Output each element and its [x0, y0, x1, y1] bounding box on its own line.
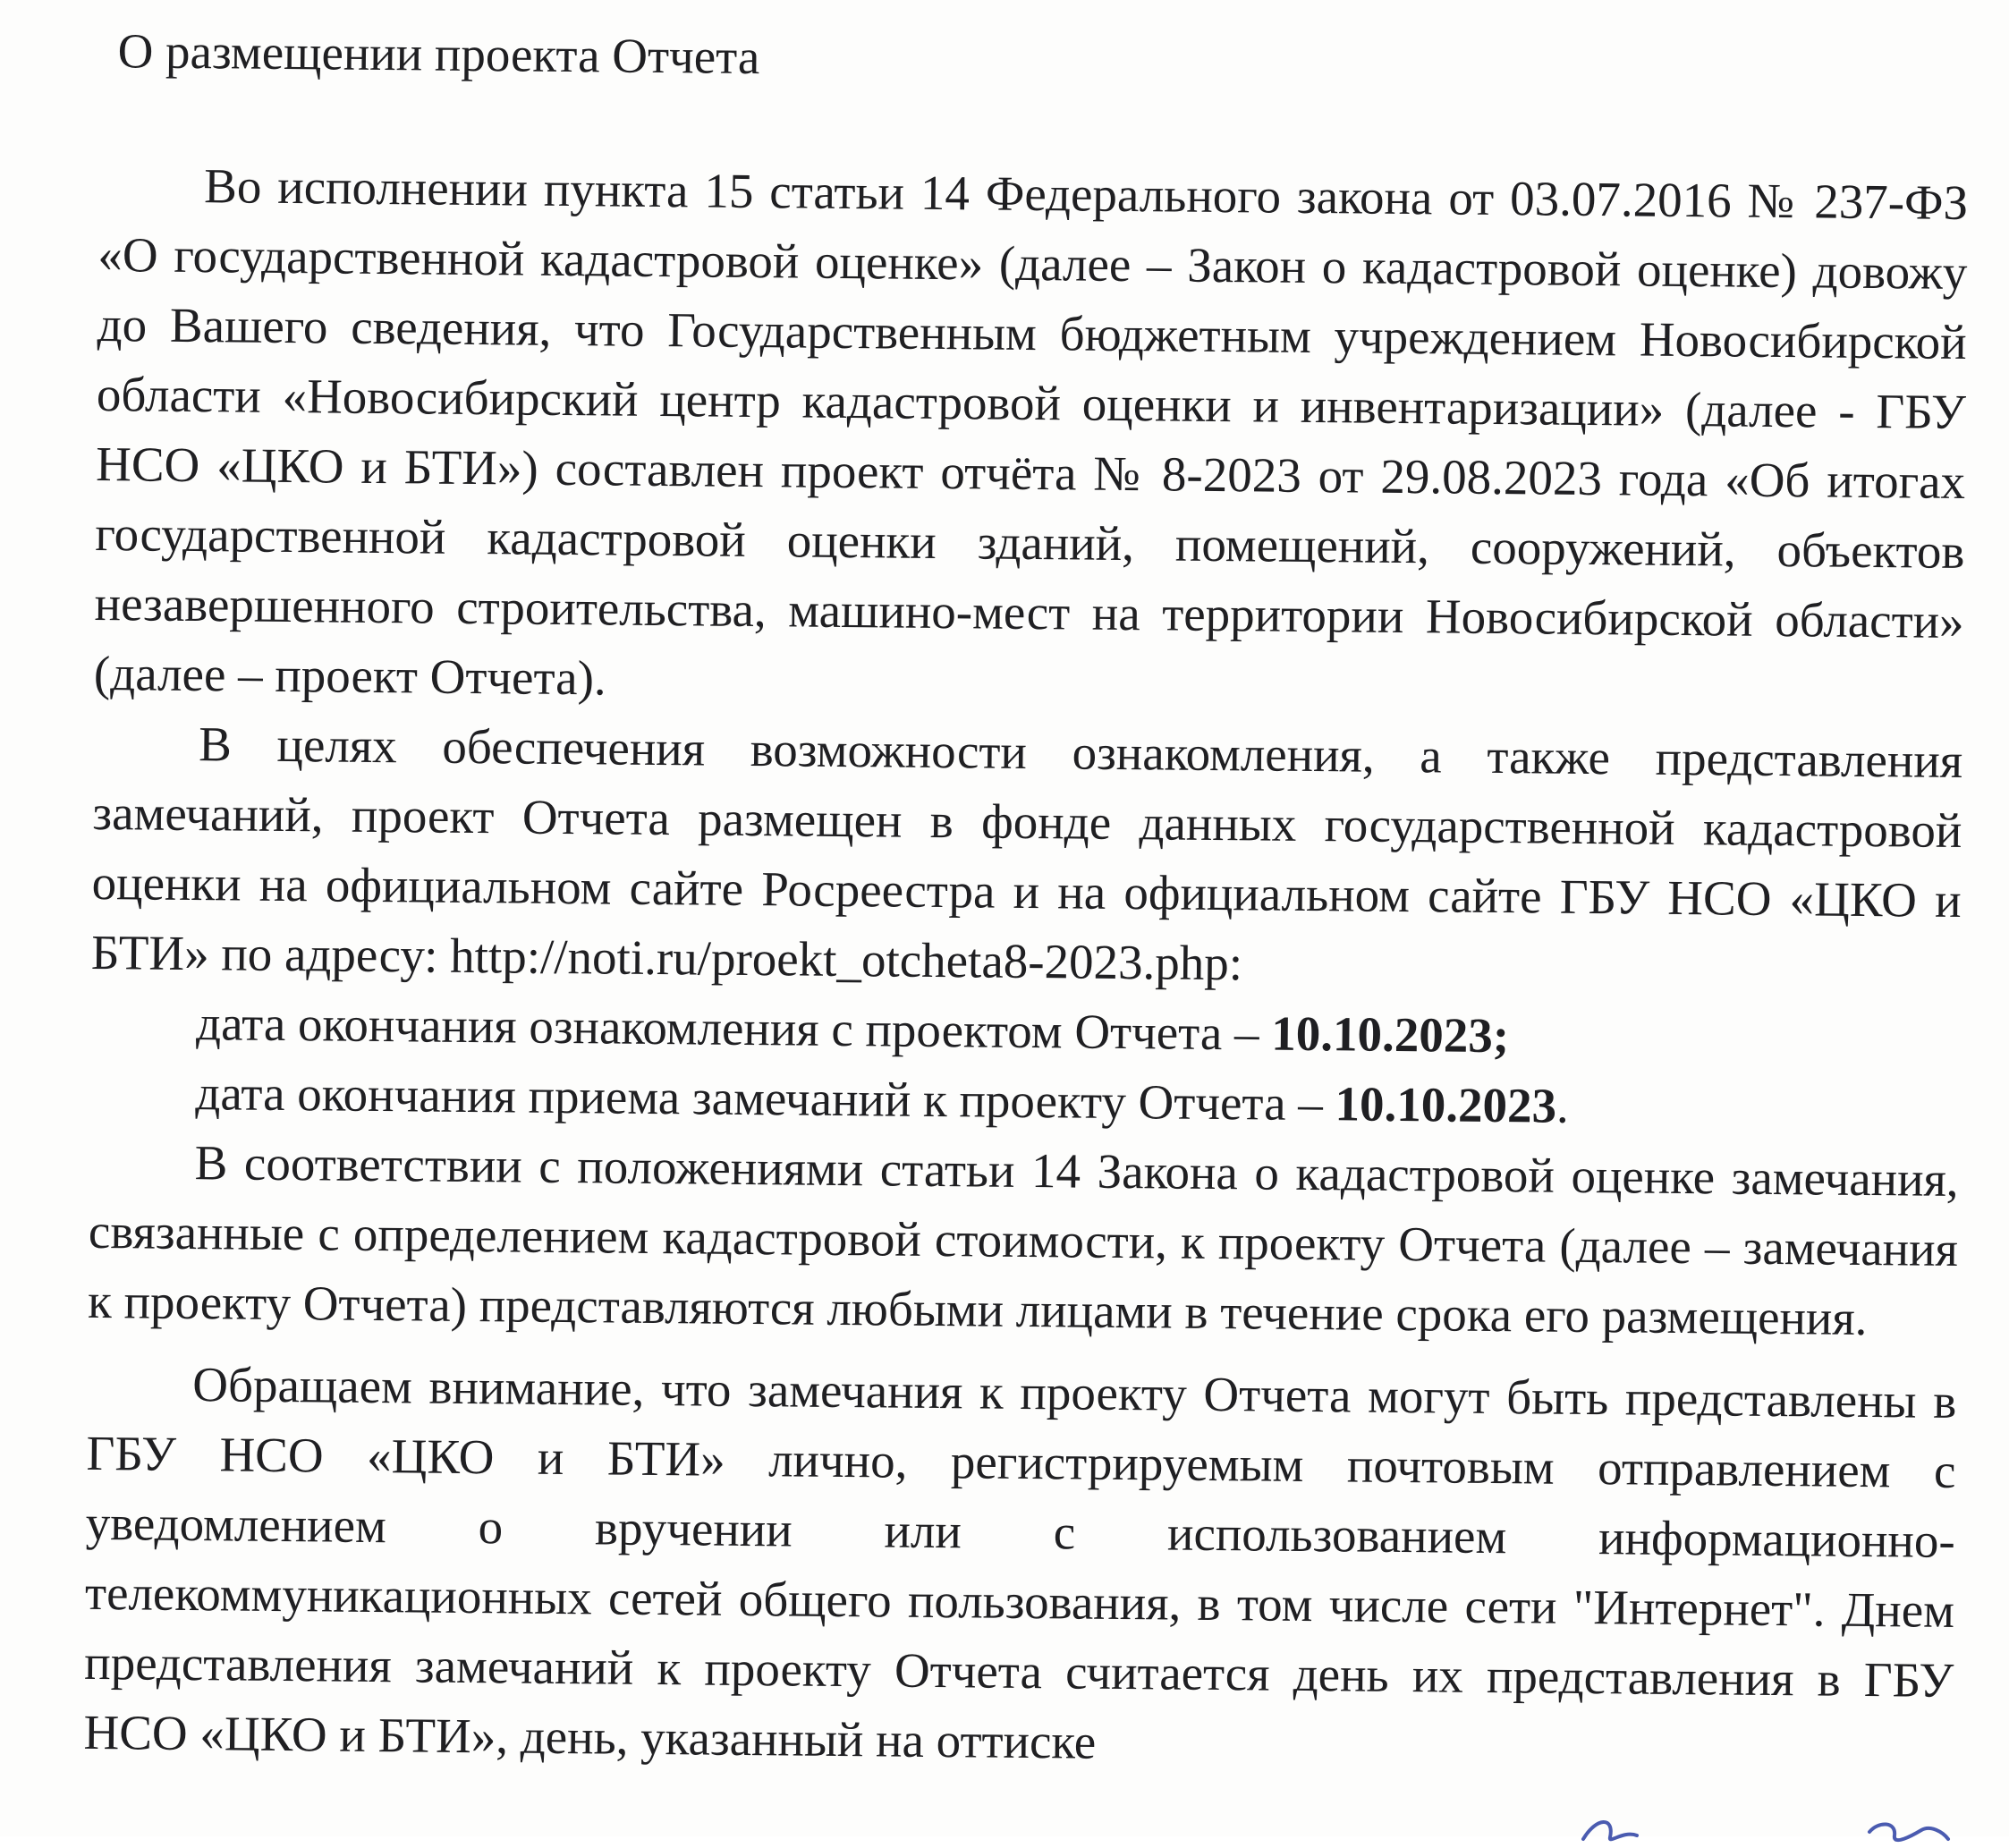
paragraph-submission-methods: Обращаем внимание, что замечания к проекту Отчета могут быть представлены в ГБУ НСО «ЦКО и БТИ» лично, регистрируемым почтовым отправлением с уведомлением о вручении или с использованием информационно-телекоммуникационных сетей общего пользования, в том числе сети "Интернет". Днем представления замечаний к проекту Отчета считается день их представления в ГБУ НСО «ЦКО и БТИ», день, указанный на оттиске — [83, 1357, 1957, 1769]
comments-deadline-period: . — [1555, 1078, 1570, 1133]
paragraph-publication: В целях обеспечения возможности ознакомления, а также представления замечаний, проект Отчета размещен в фонде данных государственной кадастровой оценки на официальном сайте Росреестра и на официальном сайте ГБУ НСО «ЦКО и БТИ» по адресу: http://noti.ru/proekt_otcheta8-2023.php: — [90, 716, 1963, 991]
review-deadline-label: дата окончания ознакомления с проектом Отчета – — [195, 996, 1259, 1061]
review-deadline-date: 10.10.2023; — [1271, 1005, 1510, 1064]
comments-deadline-label: дата окончания приема замечаний к проекту Отчета – — [195, 1065, 1324, 1132]
handwritten-signature — [1574, 1812, 2004, 1848]
paragraph-comments-rules: В соответствии с положениями статьи 14 Закона о кадастровой оценке замечания, связанные с определением кадастровой стоимости, к проекту Отчета (далее – замечания к проекту Отчета) представляются любыми лицами в течение срока его размещения. — [87, 1135, 1959, 1346]
document-title: О размещении проекта Отчета — [117, 23, 760, 85]
comments-deadline-date: 10.10.2023 — [1335, 1076, 1557, 1133]
document-body — [83, 16, 1970, 1785]
paragraph-report-draft: Во исполнении пункта 15 статьи 14 Федерального закона от 03.07.2016 № 237-ФЗ «О государственной кадастровой оценке» (далее – Закон о кадастровой оценке) довожу до Вашего сведения, что Государственным бюджетным учреждением Новосибирской области «Новосибирский центр кадастровой оценки и инвентаризации» (далее - ГБУ НСО «ЦКО и БТИ») составлен проект отчёта № 8-2023 от 29.08.2023 года «Об итогах государственной кадастровой оценки зданий, помещений, сооружений, объектов незавершенного строительства, машино-мест на территории Новосибирской области» (далее – проект Отчета). — [93, 158, 1969, 706]
